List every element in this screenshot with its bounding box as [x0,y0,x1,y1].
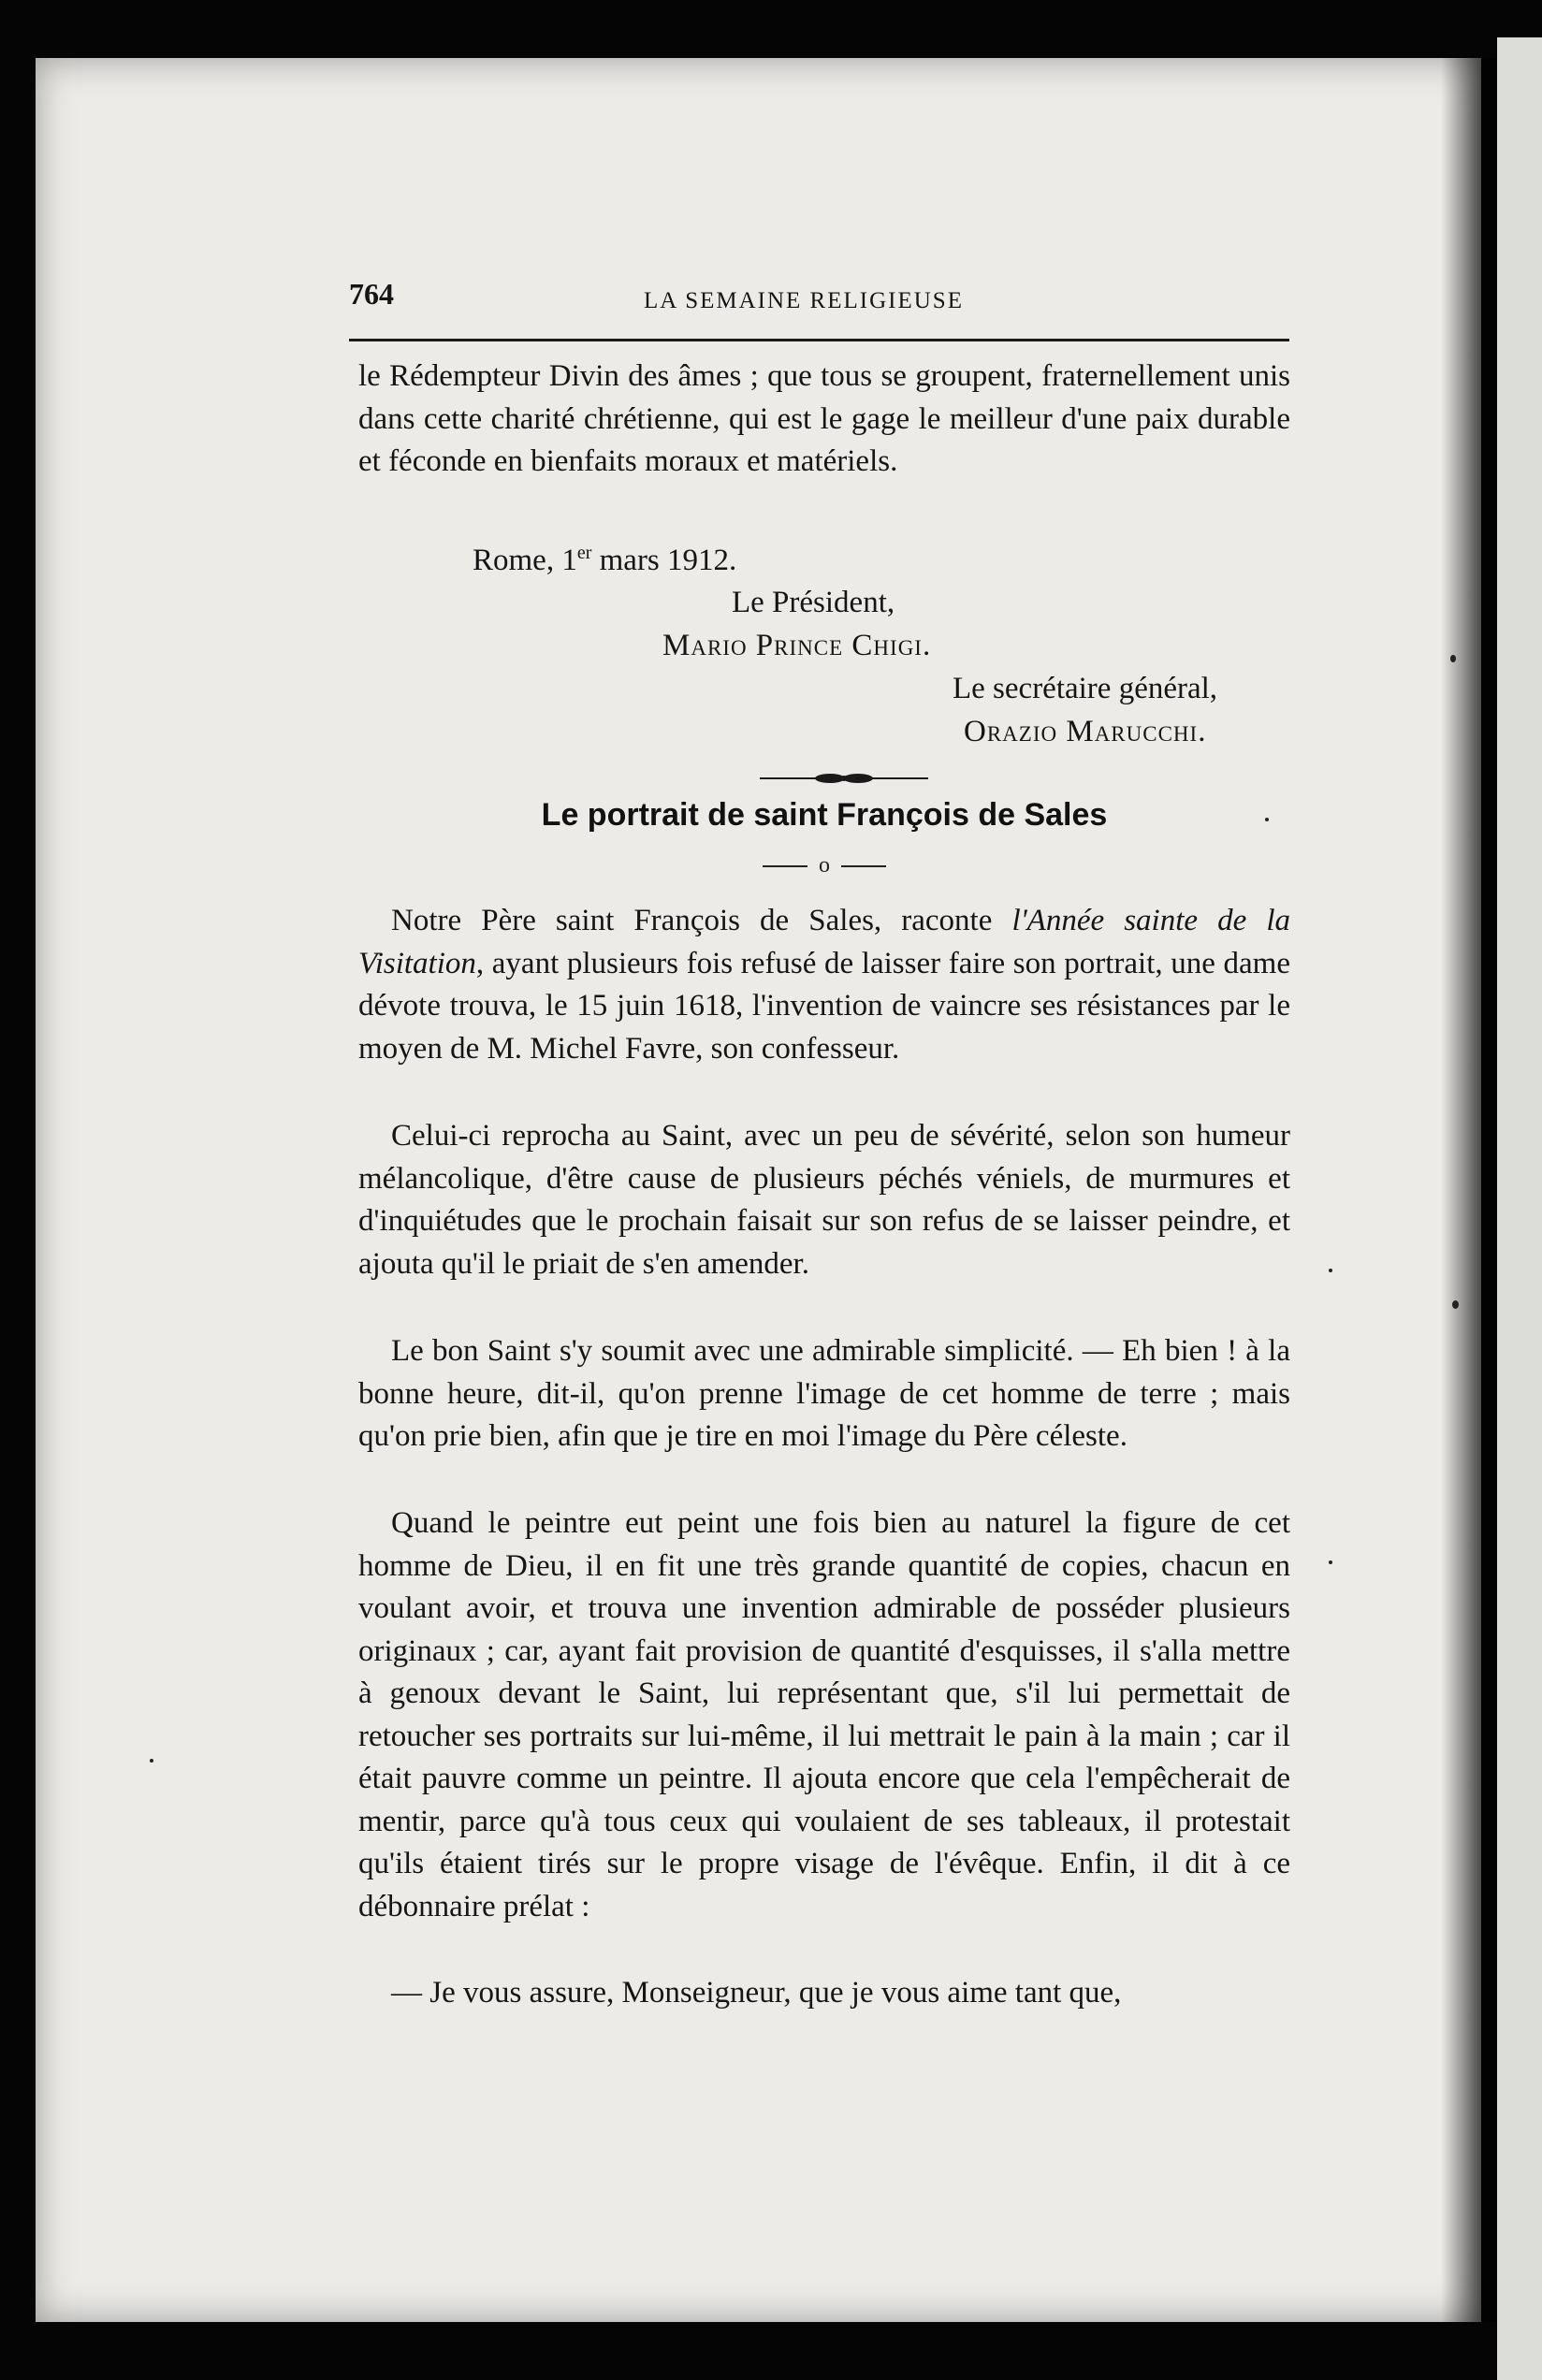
page-number: 764 [349,277,394,311]
secretary-title: Le secrétaire général, [953,672,1218,705]
letter-place-date [473,543,736,578]
article-paragraph-3: Le bon Saint s'y soumit avec une admirable simplicité. — Eh bien ! à la bonne heure, dit-il, qu'on prenne l'image de cet homme de terre ; mais qu'on prie bien, afin que je tire en moi l'image du Père céleste. [358,1334,1290,1453]
president-name: Mario Prince Chigi. [662,629,932,662]
article-paragraph-1-start: Notre Père saint François de Sales, raconte [391,904,1012,937]
title-ornament [358,853,1290,878]
cited-work-title: l'Année sainte de la Visitation [358,904,1290,980]
scan-speck [1450,655,1456,662]
page-edge-shadow [1441,58,1497,2322]
president-title: Le Président, [732,586,895,619]
article-paragraph-5: — Je vous assure, Monseigneur, que je vous aime tant que, [391,1976,1122,2010]
scan-speck [1329,1560,1332,1564]
scan-speck [150,1759,153,1763]
letter-closing-paragraph: le Rédempteur Divin des âmes ; que tous se groupent, fraternellement unis dans cette charité chrétienne, qui est le gage le meilleur d'une paix durable et féconde en bienfaits moraux et matériels. [358,359,1290,478]
article-paragraph-4: Quand le peintre eut peint une fois bien au naturel la figure de cet homme de Dieu, il en fit une très grande quantité de copies, chacun en voulant avoir, et trouva une invention admirable de posséder plusieurs originaux ; car, ayant fait provision de quantité d'esquisses, il s'alla mettre à genoux devant le Saint, lui représentant que, s'il lui permettait de retoucher ses portraits sur lui-même, il lui mettrait le pain à la main ; car il était pauvre comme un peintre. Il ajouta encore que cela l'empêcherait de mentir, parce qu'à tous ceux qui voulaient de ses tableaux, il protestait qu'ils étaient tirés sur le propre visage de l'évêque. Enfin, il dit à ce débonnaire prélat : [358,1506,1290,1923]
title-ornament-glyph: o [819,853,830,878]
article-title: Le portrait de saint François de Sales [541,797,1108,833]
letter-date: mars 1912. [591,544,737,577]
secretary-name: Orazio Marucchi. [964,715,1207,748]
section-separator-ornament [760,769,928,788]
adjacent-page-edge [1497,37,1542,2380]
scan-speck [1452,1300,1459,1309]
article-paragraph-1 [358,900,1290,1070]
letter-place-superscript: er [576,543,592,563]
header-rule [349,339,1289,341]
scan-speck [1329,1269,1332,1272]
article-paragraph-1-end: , ayant plusieurs fois refusé de laisser faire son portrait, une dame dévote trouva, le 15 juin 1618, l'invention de vaincre ses résistances par le moyen de M. Michel Favre, son confesseur. [358,946,1290,1066]
letter-place: Rome, 1 [473,544,577,577]
article-paragraph-2: Celui-ci reprocha au Saint, avec un peu de sévérité, selon son humeur mélancolique, d'être cause de plusieurs péchés véniels, de murmures et d'inquiétudes que le prochain faisait sur son refus de se laisser peindre, et ajouta qu'il le priait de s'en amender. [358,1119,1290,1281]
scan-speck [1265,818,1269,821]
running-title: LA SEMAINE RELIGIEUSE [644,288,964,313]
